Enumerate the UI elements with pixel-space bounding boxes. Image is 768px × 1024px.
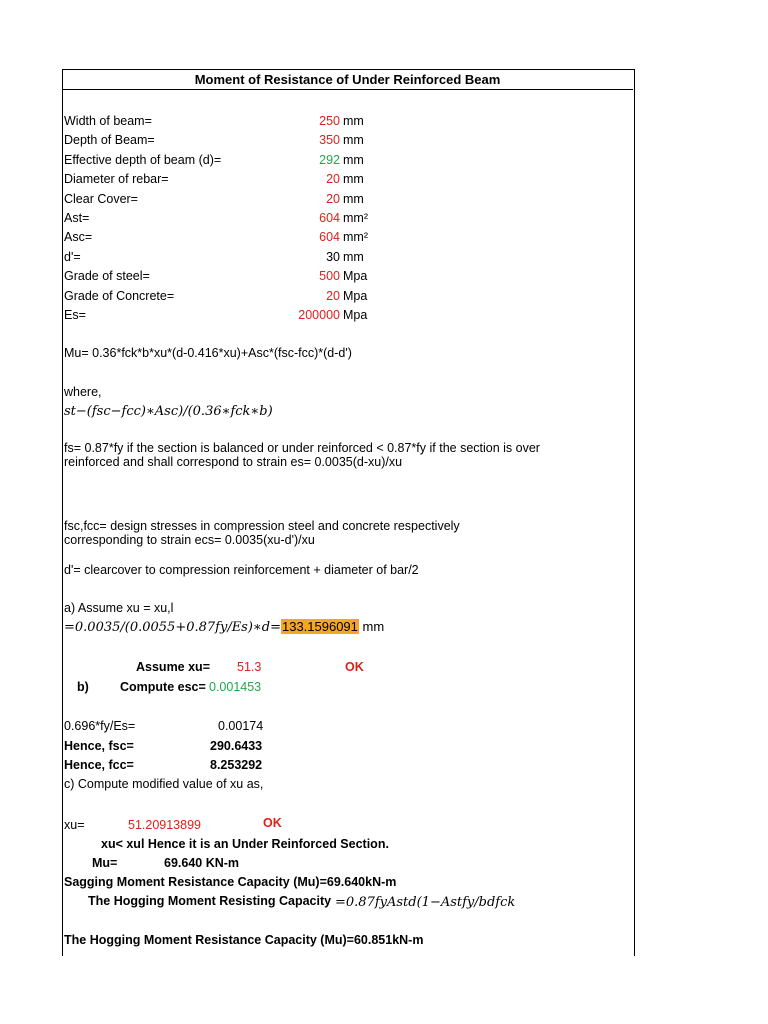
where-label: where,: [64, 385, 102, 399]
xul-value: 133.1596091: [281, 619, 358, 634]
mu-label: Mu=: [92, 856, 118, 870]
input-unit: mm: [343, 152, 364, 167]
input-unit: Mpa: [343, 288, 368, 303]
input-label: Depth of Beam=: [64, 133, 155, 148]
input-value: 200000: [298, 308, 340, 322]
dprime-note: d'= clearcover to compression reinforcement + diameter of bar/2: [64, 563, 419, 577]
input-label: Ast=: [64, 211, 90, 225]
fcc-label: Hence, fcc=: [64, 758, 134, 772]
fs-note-line-2: reinforced and shall correspond to strain es= 0.0035(d-xu)/xu: [64, 455, 403, 469]
input-unit: mm²: [343, 211, 368, 225]
input-label: Grade of steel=: [64, 269, 150, 284]
hogging-label: The Hogging Moment Resisting Capacity: [88, 894, 332, 908]
input-label: Effective depth of beam (d)=: [64, 152, 222, 167]
input-value: 250: [319, 114, 340, 128]
ratio-label: 0.696*fy/Es=: [64, 719, 136, 733]
fcc-value: 8.253292: [210, 758, 263, 772]
step-a-label: a) Assume xu = xu,l: [64, 601, 174, 615]
mu-value: 69.640 KN-m: [164, 856, 240, 870]
input-unit: mm: [343, 133, 364, 148]
xu-value: 51.20913899: [128, 818, 201, 832]
input-value: 20: [326, 172, 340, 187]
input-label: Es=: [64, 308, 86, 322]
input-value: 20: [326, 191, 340, 206]
hogging-result: The Hogging Moment Resistance Capacity (Mu)=60.851kN-m: [64, 933, 424, 947]
input-label: d'=: [64, 249, 81, 264]
xul-formula: =0.0035/(0.0055+0.87𝑓𝑦/𝐸𝑠)∗𝑑=: [64, 620, 281, 635]
formula-mu: Mu= 0.36*fck*b*xu*(d-0.416*xu)+Asc*(fsc-fcc)*(d-d'): [64, 346, 352, 360]
input-unit: mm: [343, 249, 364, 264]
formula-xu: st−(fsc−fcc)∗Asc)/(0.36∗fck∗b): [64, 404, 273, 419]
input-unit: mm: [343, 114, 364, 128]
fsc-label: Hence, fsc=: [64, 739, 134, 753]
input-value: 350: [319, 133, 340, 148]
input-unit: mm: [343, 172, 364, 187]
fsc-note-line-1: fsc,fcc= design stresses in compression steel and concrete respectively: [64, 519, 460, 533]
input-label: Diameter of rebar=: [64, 172, 169, 187]
input-label: Grade of Concrete=: [64, 288, 175, 303]
page-title: Moment of Resistance of Under Reinforced Beam: [62, 69, 633, 90]
fs-note-line-1: fs= 0.87*fy if the section is balanced or under reinforced < 0.87*fy if the section is over: [64, 441, 540, 455]
hogging-formula: =0.87𝑓𝑦𝐴𝑠𝑡𝑑(1−𝐴𝑠𝑡𝑓𝑦/𝑏𝑑𝑓𝑐𝑘: [335, 895, 516, 910]
input-unit: Mpa: [343, 308, 368, 322]
fsc-note-line-2: corresponding to strain ecs= 0.0035(xu-d')/xu: [64, 533, 315, 547]
input-label: Clear Cover=: [64, 191, 138, 206]
xul-unit: mm: [362, 619, 385, 634]
input-unit: Mpa: [343, 269, 368, 284]
input-label: Width of beam=: [64, 114, 152, 128]
input-unit: mm²: [343, 230, 368, 245]
conclusion-text: xu< xul Hence it is an Under Reinforced Section.: [101, 837, 389, 851]
input-value: 292: [319, 152, 340, 167]
compute-esc-value: 0.001453: [209, 680, 262, 694]
input-unit: mm: [343, 191, 364, 206]
compute-esc-label: Compute esc=: [120, 680, 206, 694]
ratio-value: 0.00174: [218, 719, 264, 733]
fsc-value: 290.6433: [210, 739, 263, 753]
input-value: 30: [326, 249, 340, 264]
input-value: 604: [319, 211, 340, 225]
input-value: 500: [319, 269, 340, 284]
input-value: 20: [326, 288, 340, 303]
xul-formula-row: [64, 619, 384, 636]
assume-xu-label: Assume xu=: [136, 660, 210, 674]
assume-xu-value: 51.3: [237, 660, 262, 674]
step-c-label: c) Compute modified value of xu as,: [64, 777, 264, 791]
ok-badge-1: OK: [345, 660, 364, 674]
xu-label: xu=: [64, 818, 85, 832]
sagging-result: Sagging Moment Resistance Capacity (Mu)=69.640kN-m: [64, 875, 397, 889]
ok-badge-2: OK: [263, 816, 282, 830]
input-label: Asc=: [64, 230, 93, 245]
step-b-label: b): [77, 680, 89, 694]
input-value: 604: [319, 230, 340, 245]
